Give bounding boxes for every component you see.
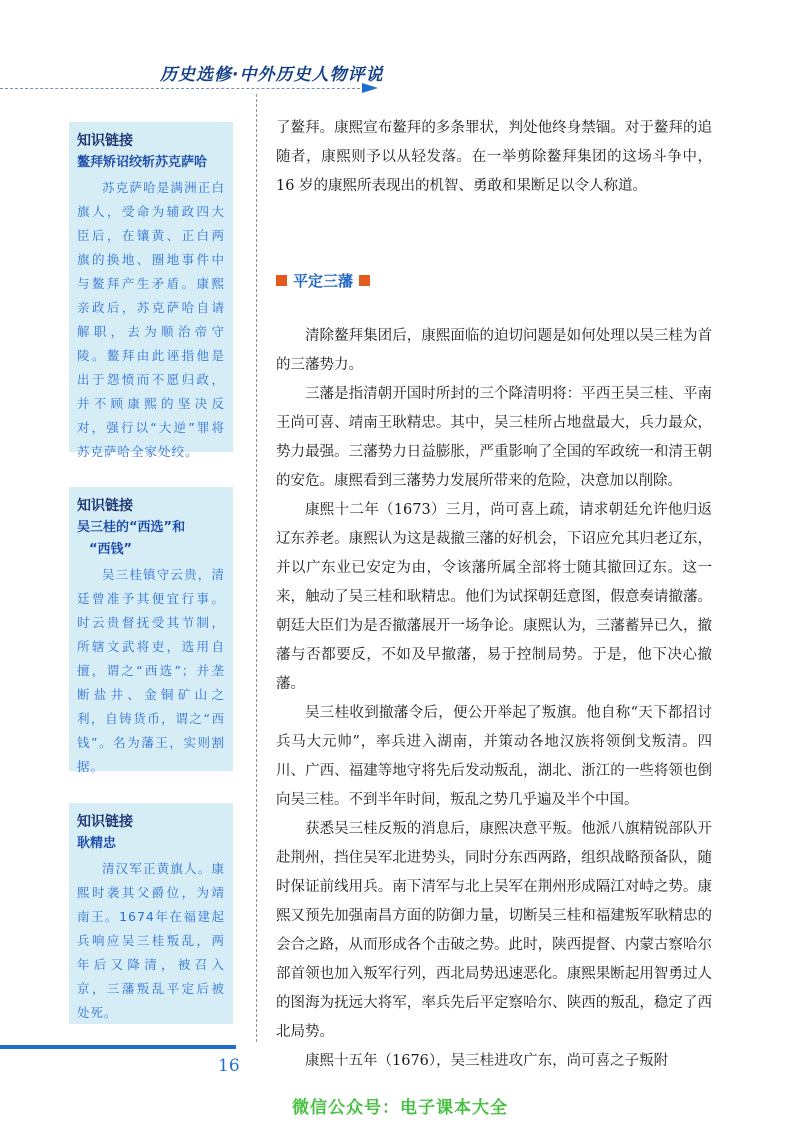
knowledge-link-box-2 <box>69 487 233 774</box>
knowledge-link-body: 苏克萨哈是满洲正白旗人，受命为辅政四大臣后，在镶黄、正白两旗的换地、圈地事件中与鳌拜产生矛盾。康熙亲政后，苏克萨哈自请解职，去为顺治帝守陵。鳌拜由此诬指他是出于怨愤而不愿归政，并不顾康熙的坚决反对，强行以“大逆”罪将苏克萨哈全家处绞。 <box>77 180 225 459</box>
knowledge-link-label: 知识链接 <box>77 814 133 830</box>
square-bullet-icon <box>359 275 370 286</box>
intro-text-block <box>276 114 712 201</box>
knowledge-link-label: 知识链接 <box>77 133 133 149</box>
square-bullet-icon <box>276 275 287 286</box>
body-paragraph: 三藩是指清朝开国时所封的三个降清明将：平西王吴三桂、平南王尚可喜、靖南王耿精忠。其中，吴三桂所占地盘最大，兵力最众，势力最强。三藩势力日益膨胀，严重影响了全国的军政统一和清王朝的安危。康熙看到三藩势力发展所带来的危险，决意加以削除。 <box>276 386 712 489</box>
page-number: 16 <box>218 1056 240 1076</box>
intro-paragraph: 了鳌拜。康熙宣布鳌拜的多条罪状，判处他终身禁锢。对于鳌拜的追随者，康熙则予以从轻发落。在一举剪除鳌拜集团的这场斗争中，16 岁的康熙所表现出的机智、勇敢和果断足以令人称道。 <box>276 120 712 194</box>
body-paragraph: 吴三桂收到撤藩令后，便公开举起了叛旗。他自称“天下都招讨兵马大元帅”，率兵进入湖南，并策动各地汉族将领倒戈叛清。四川、广西、福建等地守将先后发动叛乱，湖北、浙江的一些将领也倒向吴三桂。不到半年时间，叛乱之势几乎遍及半个中国。 <box>276 705 712 808</box>
header-arrow-icon <box>362 83 378 93</box>
header-rule <box>0 88 370 89</box>
running-header-title: 历史选修·中外历史人物评说 <box>160 65 384 85</box>
knowledge-link-body: 清汉军正黄旗人。康熙时袭其父爵位，为靖南王。1674年在福建起兵响应吴三桂叛乱，两年后又降清，被召入京，三藩叛乱平定后被处死。 <box>77 861 225 1020</box>
knowledge-link-title: 鳌拜矫诏绞斩苏克萨哈 <box>77 155 208 170</box>
section-heading <box>276 270 370 291</box>
body-paragraph: 康熙十二年（1673）三月，尚可喜上疏，请求朝廷允许他归返辽东养老。康熙认为这是裁撤三藩的好机会，下诏应允其归老辽东，并以广东业已安定为由，令该藩所属全部将士随其撤回辽东。这一来，触动了吴三桂和耿精忠。他们为试探朝廷意图，假意奏请撤藩。朝廷大臣们为是否撤藩展开一场争论。康熙认为，三藩蓄异已久，撤藩与否都要反，不如及早撤藩，易于控制局势。于是，他下决心撤藩。 <box>276 502 712 692</box>
watermark-text: 微信公众号：电子课本大全 <box>292 1098 508 1118</box>
knowledge-link-body: 吴三桂镇守云贵，清廷曾准予其便宜行事。时云贵督抚受其节制，所辖文武将吏，选用自擅，谓之“西选”；并垄断盐井、金铜矿山之利，自铸货币，谓之“西钱”。名为藩王，实则割据。 <box>77 567 225 774</box>
footer-bar <box>0 1045 236 1049</box>
knowledge-link-title: 耿精忠 <box>77 836 117 851</box>
body-paragraph: 清除鳌拜集团后，康熙面临的迫切问题是如何处理以吴三桂为首的三藩势力。 <box>276 328 712 373</box>
knowledge-link-box-3 <box>69 803 233 1024</box>
knowledge-link-box-1 <box>69 122 233 459</box>
body-paragraph: 康熙十五年（1676），吴三桂进攻广东，尚可喜之子叛附 <box>305 1053 669 1069</box>
column-divider <box>256 94 257 1042</box>
knowledge-link-label: 知识链接 <box>77 498 133 514</box>
knowledge-link-title: 吴三桂的“西选”和 <box>77 520 186 535</box>
body-paragraph: 获悉吴三桂反叛的消息后，康熙决意平叛。他派八旗精锐部队开赴荆州，挡住吴军北进势头，同时分东西两路，组织战略预备队，随时保证前线用兵。南下清军与北上吴军在荆州形成隔江对峙之势。康熙又预先加强南昌方面的防御力量，切断吴三桂和福建叛军耿精忠的会合之路，从而形成各个击破之势。此时，陕西提督、内蒙古察哈尔部首领也加入叛军行列，西北局势迅速恶化。康熙果断起用智勇过人的图海为抚远大将军，率兵先后平定察哈尔、陕西的叛乱，稳定了西北局势。 <box>276 821 712 1040</box>
section-heading-text: 平定三藩 <box>293 272 354 290</box>
body-text-block <box>276 322 712 1076</box>
knowledge-link-title-line2: “西钱” <box>89 542 133 557</box>
